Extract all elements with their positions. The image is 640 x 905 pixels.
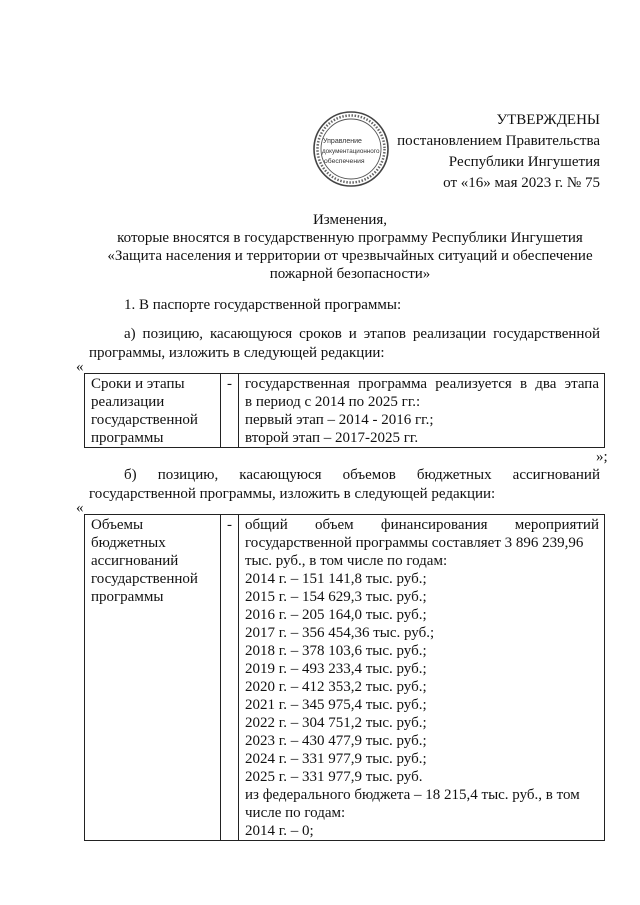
approval-heading: УТВЕРЖДЕНЫ [496,112,600,128]
item-a-line-2: программы, изложить в следующей редакции: [89,345,385,361]
approval-block [397,110,600,194]
budget-federal-line: 2014 г. – 0; [245,823,314,839]
terms-content-line: в период с 2014 по 2025 гг.: [245,394,421,410]
budget-year-line: 2018 г. – 378 103,6 тыс. руб.; [245,643,427,659]
document-title [60,211,640,283]
budget-intro-line: общий объем финансирования мероприятий [245,517,599,533]
title-line-1: Изменения, [312,212,388,228]
official-seal-stamp [312,110,390,188]
quote-close-1: »; [596,449,608,465]
terms-label-cell [85,374,221,448]
budget-year-line: 2023 г. – 430 477,9 тыс. руб.; [245,733,427,749]
terms-label-line: государственной [91,412,198,428]
terms-content-cell [239,374,605,448]
budget-dash-cell: - [221,515,239,841]
table-row [85,374,605,448]
seal-text-1: Управление [323,138,362,145]
budget-label-cell [85,515,221,841]
terms-content-line: второй этап – 2017-2025 гг. [245,430,419,446]
terms-label-line: программы [91,430,164,446]
item-b-line-2: государственной программы, изложить в следующей редакции: [89,486,496,502]
terms-label-line: Сроки и этапы [91,376,185,392]
terms-dash-cell: - [221,374,239,448]
budget-federal-line: числе по годам: [245,805,346,821]
budget-year-line: 2019 г. – 493 233,4 тыс. руб.; [245,661,427,677]
approval-line-1: постановлением Правительства [397,133,600,149]
quote-open-2: « [76,500,84,516]
budget-label-line: ассигнований [91,553,179,569]
budget-label-line: Объемы [91,517,144,533]
seal-text-3: обеспечения [324,158,365,165]
budget-year-line: 2017 г. – 356 454,36 тыс. руб.; [245,625,435,641]
table-terms-stages [84,373,605,448]
title-line-3: «Защита населения и территории от чрезвычайных ситуаций и обеспечение [107,248,593,264]
budget-year-line: 2014 г. – 151 141,8 тыс. руб.; [245,571,427,587]
budget-year-line: 2024 г. – 331 977,9 тыс. руб.; [245,751,427,767]
budget-year-line: 2025 г. – 331 977,9 тыс. руб. [245,769,423,785]
budget-year-line: 2020 г. – 412 353,2 тыс. руб.; [245,679,427,695]
table-row [85,515,605,841]
approval-line-3: от «16» мая 2023 г. № 75 [443,175,600,191]
terms-label-line: реализации [91,394,165,410]
title-line-4: пожарной безопасности» [269,266,431,282]
budget-intro-line: государственной программы составляет 3 896 239,96 [245,535,584,551]
table-budget-allocations [84,514,605,841]
budget-content-cell [239,515,605,841]
terms-content-line: государственная программа реализуется в два этапа [245,376,599,392]
quote-open-1: « [76,359,84,375]
budget-intro-line: тыс. руб., в том числе по годам: [245,553,448,569]
budget-year-line: 2015 г. – 154 629,3 тыс. руб.; [245,589,427,605]
budget-label-line: государственной [91,571,198,587]
approval-line-2: Республики Ингушетия [448,154,600,170]
item-b-line-1: б) позицию, касающуюся объемов бюджетных ассигнований [124,467,600,483]
budget-federal-line: из федерального бюджета – 18 215,4 тыс. руб., в том [245,787,580,803]
seal-text-2: документационного [322,148,380,155]
budget-year-line: 2022 г. – 304 751,2 тыс. руб.; [245,715,427,731]
budget-year-line: 2016 г. – 205 164,0 тыс. руб.; [245,607,427,623]
budget-year-line: 2021 г. – 345 975,4 тыс. руб.; [245,697,427,713]
section-1-heading: 1. В паспорте государственной программы: [124,297,402,313]
item-a-line-1: а) позицию, касающуюся сроков и этапов реализации государственной [124,326,600,342]
budget-label-line: программы [91,589,164,605]
terms-content-line: первый этап – 2014 - 2016 гг.; [245,412,434,428]
title-line-2: которые вносятся в государственную программу Республики Ингушетия [117,230,583,246]
budget-label-line: бюджетных [91,535,166,551]
